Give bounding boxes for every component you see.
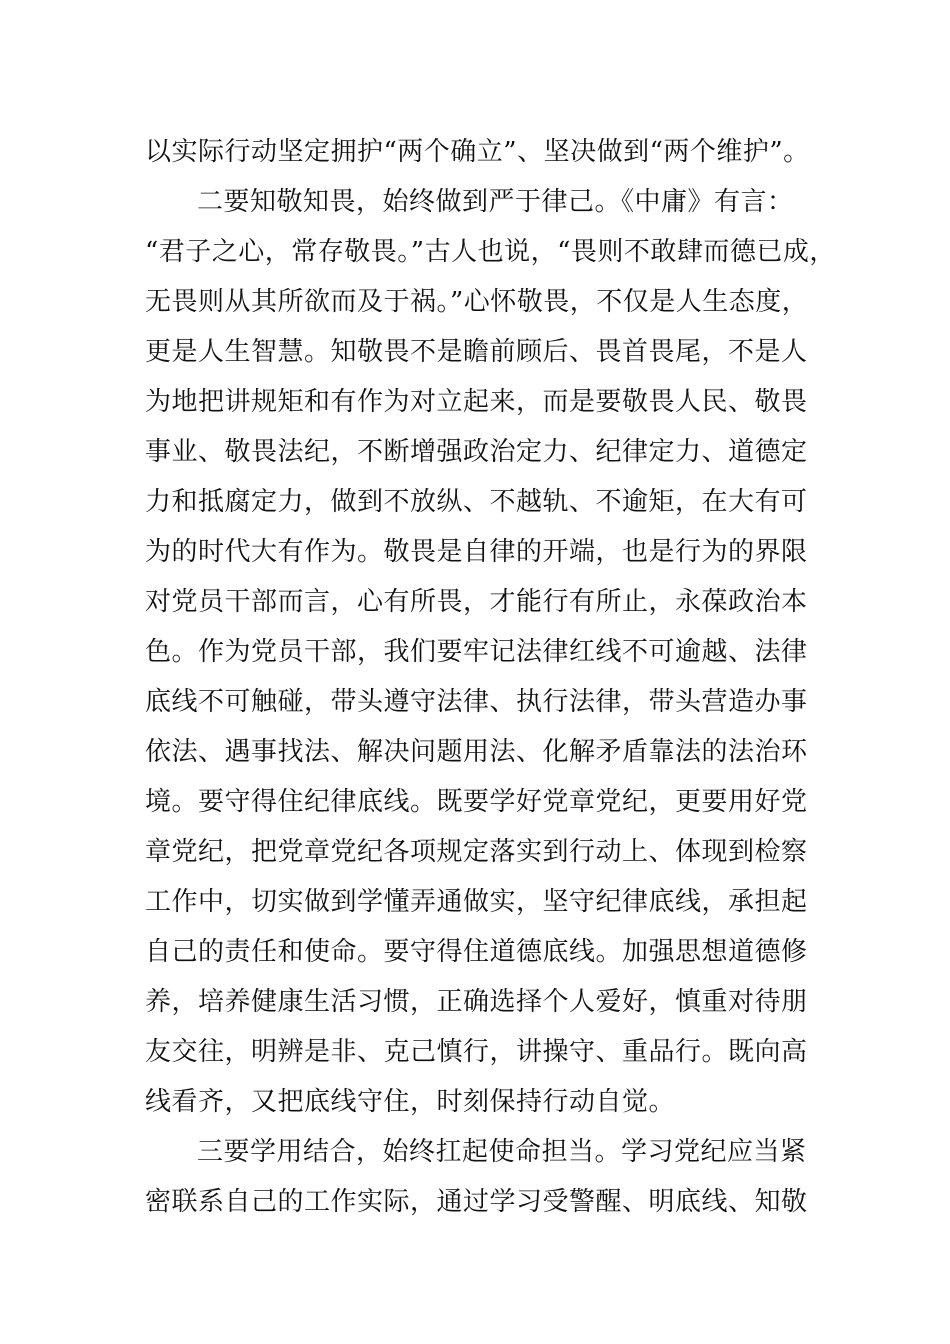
text-line-3: “君子之心，常存敬畏。”古人也说，“畏则不敢肆而德已成， xyxy=(145,237,836,267)
text-line-1: 以实际行动坚定拥护“两个确立”、坚决做到“两个维护”。 xyxy=(145,137,810,167)
paragraph-3-start: 三要学用结合，始终扛起使命担当。学习党纪应当紧 xyxy=(197,1137,807,1167)
text-line-6: 为地把讲规矩和有作为对立起来，而是要敬畏人民、敬畏 xyxy=(145,387,808,417)
text-line-4: 无畏则从其所欲而及于祸。”心怀敬畏，不仅是人生态度， xyxy=(145,287,809,317)
text-line-17: 自己的责任和使命。要守得住道德底线。加强思想道德修 xyxy=(145,937,808,967)
paragraph-2-start: 二要知敬知畏，始终做到严于律己。《中庸》有言： xyxy=(197,187,794,217)
text-line-16: 工作中，切实做到学懂弄通做实，坚守纪律底线，承担起 xyxy=(145,887,808,917)
text-line-22: 密联系自己的工作实际，通过学习受警醒、明底线、知敬 xyxy=(145,1187,808,1217)
text-line-18: 养，培养健康生活习惯，正确选择个人爱好，慎重对待朋 xyxy=(145,987,808,1017)
text-line-13: 依法、遇事找法、解决问题用法、化解矛盾靠法的法治环 xyxy=(145,737,808,767)
text-line-10: 对党员干部而言，心有所畏，才能行有所止，永葆政治本 xyxy=(145,587,808,617)
text-line-15: 章党纪，把党章党纪各项规定落实到行动上、体现到检察 xyxy=(145,837,808,867)
text-line-9: 为的时代大有作为。敬畏是自律的开端，也是行为的界限 xyxy=(145,537,808,567)
text-line-20: 线看齐，又把底线守住，时刻保持行动自觉。 xyxy=(145,1087,676,1117)
text-line-7: 事业、敬畏法纪，不断增强政治定力、纪律定力、道德定 xyxy=(145,437,808,467)
body-text xyxy=(145,127,835,1227)
text-line-14: 境。要守得住纪律底线。既要学好党章党纪，更要用好党 xyxy=(145,787,808,817)
text-line-19: 友交往，明辨是非、克己慎行，讲操守、重品行。既向高 xyxy=(145,1037,808,1067)
text-line-8: 力和抵腐定力，做到不放纵、不越轨、不逾矩，在大有可 xyxy=(145,487,808,517)
text-line-11: 色。作为党员干部，我们要牢记法律红线不可逾越、法律 xyxy=(145,637,808,667)
text-line-5: 更是人生智慧。知敬畏不是瞻前顾后、畏首畏尾，不是人 xyxy=(145,337,808,367)
text-line-12: 底线不可触碰，带头遵守法律、执行法律，带头营造办事 xyxy=(145,687,808,717)
